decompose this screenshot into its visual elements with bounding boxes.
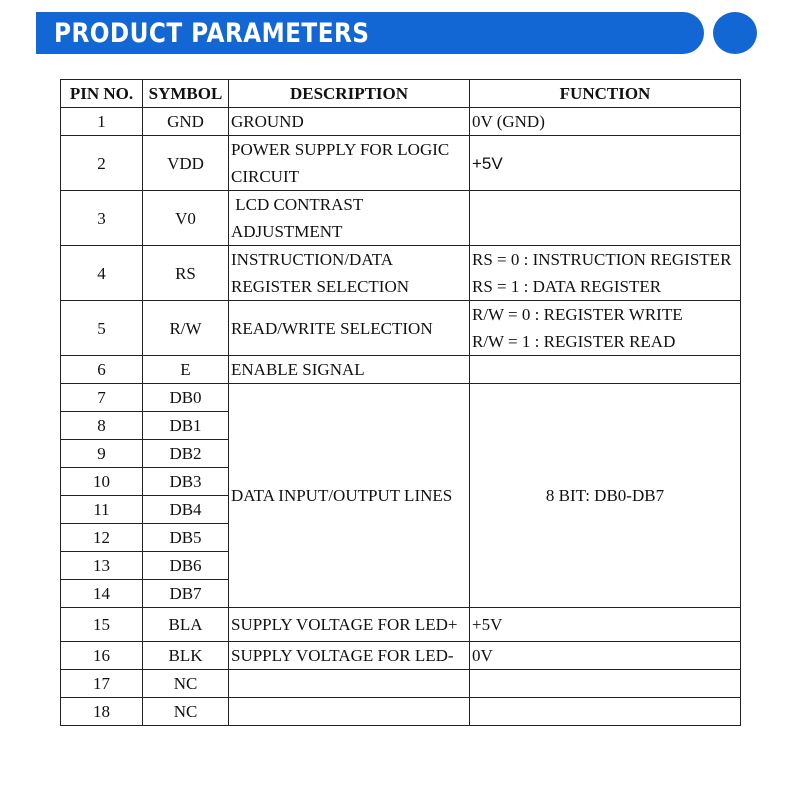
description-cell [229,136,470,191]
pin-no-cell: 13 [61,552,143,580]
description-cell [229,642,470,670]
function-line: 0V [472,646,493,665]
symbol-cell: V0 [143,191,229,246]
description-line: ENABLE SIGNAL [231,360,365,379]
symbol-cell: R/W [143,301,229,356]
symbol-cell: NC [143,670,229,698]
function-line: 0V (GND) [472,112,545,131]
table-row [61,698,741,726]
function-line: R/W = 0 : REGISTER WRITE [472,305,683,324]
pin-no-cell: 8 [61,412,143,440]
pin-no-cell: 14 [61,580,143,608]
symbol-cell: DB6 [143,552,229,580]
pin-no-cell: 9 [61,440,143,468]
function-cell [470,670,741,698]
table-row [61,108,741,136]
header-pin-no: PIN NO. [61,80,143,108]
description-line: READ/WRITE SELECTION [231,318,433,338]
pin-no-cell: 7 [61,384,143,412]
function-line: RS = 1 : DATA REGISTER [472,277,662,296]
table-header-row [61,80,741,108]
product-parameters-table [60,79,741,726]
header-symbol: SYMBOL [143,80,229,108]
symbol-cell: GND [143,108,229,136]
table-row [61,670,741,698]
table-row [61,642,741,670]
table-row [61,301,741,356]
function-line: R/W = 1 : REGISTER READ [472,332,676,351]
title-banner [36,12,704,54]
banner-circle-decoration [713,12,757,54]
table-row [61,191,741,246]
table-row [61,608,741,642]
description-cell [229,670,470,698]
page-title: PRODUCT PARAMETERS [54,18,370,49]
symbol-cell: NC [143,698,229,726]
function-cell [470,608,741,642]
description-cell [229,191,470,246]
function-cell [470,108,741,136]
description-cell [229,608,470,642]
description-cell [229,356,470,384]
pin-no-cell: 12 [61,524,143,552]
function-cell [470,301,741,356]
description-cell [229,246,470,301]
data-lines-description-cell: DATA INPUT/OUTPUT LINES [229,384,470,608]
pin-no-cell: 15 [61,608,143,642]
description-line: INSTRUCTION/DATA [231,250,394,269]
pin-no-cell: 10 [61,468,143,496]
symbol-cell: BLA [143,608,229,642]
function-line: +5V [472,615,503,634]
function-cell [470,246,741,301]
symbol-cell: DB5 [143,524,229,552]
pin-no-cell: 3 [61,191,143,246]
table-row [61,136,741,191]
symbol-cell: DB0 [143,384,229,412]
symbol-cell: E [143,356,229,384]
pin-no-cell: 6 [61,356,143,384]
symbol-cell: DB7 [143,580,229,608]
table-row [61,384,741,412]
pin-no-cell: 4 [61,246,143,301]
symbol-cell: DB4 [143,496,229,524]
header-function: FUNCTION [470,80,741,108]
symbol-cell: DB3 [143,468,229,496]
function-cell [470,136,741,191]
function-cell [470,191,741,246]
description-line: SUPPLY VOLTAGE FOR LED+ [231,615,458,634]
description-cell [229,698,470,726]
description-line: ADJUSTMENT [231,222,343,241]
function-cell [470,698,741,726]
symbol-cell: RS [143,246,229,301]
data-lines-function-cell: 8 BIT: DB0-DB7 [470,384,741,608]
function-line: +5V [472,153,503,173]
function-cell [470,642,741,670]
symbol-cell: BLK [143,642,229,670]
pin-no-cell: 18 [61,698,143,726]
description-cell [229,301,470,356]
pin-no-cell: 2 [61,136,143,191]
symbol-cell: DB2 [143,440,229,468]
symbol-cell: DB1 [143,412,229,440]
pin-no-cell: 1 [61,108,143,136]
header-description: DESCRIPTION [229,80,470,108]
description-line: SUPPLY VOLTAGE FOR LED- [231,646,454,665]
description-line: POWER SUPPLY FOR LOGIC [231,140,450,159]
symbol-cell: VDD [143,136,229,191]
pin-no-cell: 11 [61,496,143,524]
description-line: REGISTER SELECTION [231,277,410,296]
table-row [61,246,741,301]
pin-no-cell: 16 [61,642,143,670]
description-line: LCD CONTRAST [231,195,364,214]
function-cell [470,356,741,384]
description-cell [229,108,470,136]
function-line: RS = 0 : INSTRUCTION REGISTER [472,250,732,269]
description-line: GROUND [231,112,304,131]
pin-no-cell: 17 [61,670,143,698]
description-line: CIRCUIT [231,167,299,186]
pin-no-cell: 5 [61,301,143,356]
table-row [61,356,741,384]
